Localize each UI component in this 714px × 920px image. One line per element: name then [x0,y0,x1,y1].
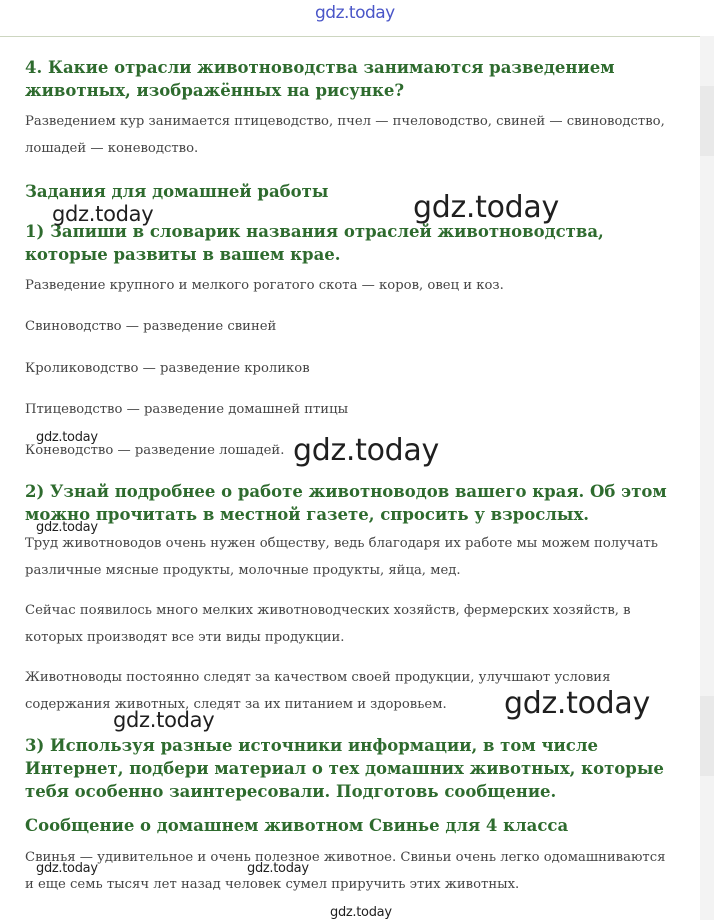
task-1-heading: 1) Запиши в словарик названия отраслей животноводства, которые развиты в вашем крае. [25,222,604,264]
report-paragraph: Свинья — удивительное и очень полезное животное. Свиньи очень легко одомашниваются и еще семь тысяч лет назад человек сумел приручить этих животных. [25,850,666,892]
site-logo[interactable]: gdz.today [315,3,395,23]
edge-tab [700,696,714,776]
site-header [0,0,714,37]
task-3-heading: 3) Используя разные источники информации, в том числе Интернет, подбери материал о тех домашних животных, которые тебя особенно заинтересовали. Подготовь сообщение. [25,736,664,801]
task-1-item: Разведение крупного и мелкого рогатого скота — коров, овец и коз. [25,278,504,293]
task-1-item: Свиноводство — разведение свиней [25,319,277,334]
watermark: gdz.today [36,520,98,535]
watermark: gdz.today [330,905,392,920]
task-1-item: Кролиководство — разведение кроликов [25,361,310,376]
watermark: gdz.today [52,202,154,226]
watermark: gdz.today [293,433,439,468]
task-1-item: Коневодство — разведение лошадей. [25,443,285,458]
question-4-heading: 4. Какие отрасли животноводства занимаются разведением животных, изображённых на рисунке? [25,58,615,100]
task-2-paragraph: Сейчас появилось много мелких животноводческих хозяйств, фермерских хозяйств, в которых производят все эти виды продукции. [25,603,631,645]
question-4-answer: Разведением кур занимается птицеводство, пчел — пчеловодство, свиней — свиноводство, лошадей — коневодство. [25,114,665,156]
task-1-item: Птицеводство — разведение домашней птицы [25,402,349,417]
task-2-paragraph: Животноводы постоянно следят за качеством своей продукции, улучшают условия содержания животных, следят за их питанием и здоровьем. [25,670,611,712]
page-edge-decoration [700,36,714,920]
watermark: gdz.today [247,861,309,876]
task-2-heading: 2) Узнай подробнее о работе животноводов вашего края. Об этом можно прочитать в местной газете, спросить у взрослых. [25,482,667,524]
report-heading: Сообщение о домашнем животном Свинье для 4 класса [25,816,569,835]
edge-tab [700,86,714,156]
watermark: gdz.today [413,190,559,225]
homework-heading: Задания для домашней работы [25,182,329,201]
watermark: gdz.today [504,686,650,721]
task-2-paragraph: Труд животноводов очень нужен обществу, ведь благодаря их работе мы можем получать различные мясные продукты, молочные продукты, яйца, мед. [25,536,658,578]
watermark: gdz.today [113,708,215,732]
watermark: gdz.today [36,430,98,445]
watermark: gdz.today [36,861,98,876]
